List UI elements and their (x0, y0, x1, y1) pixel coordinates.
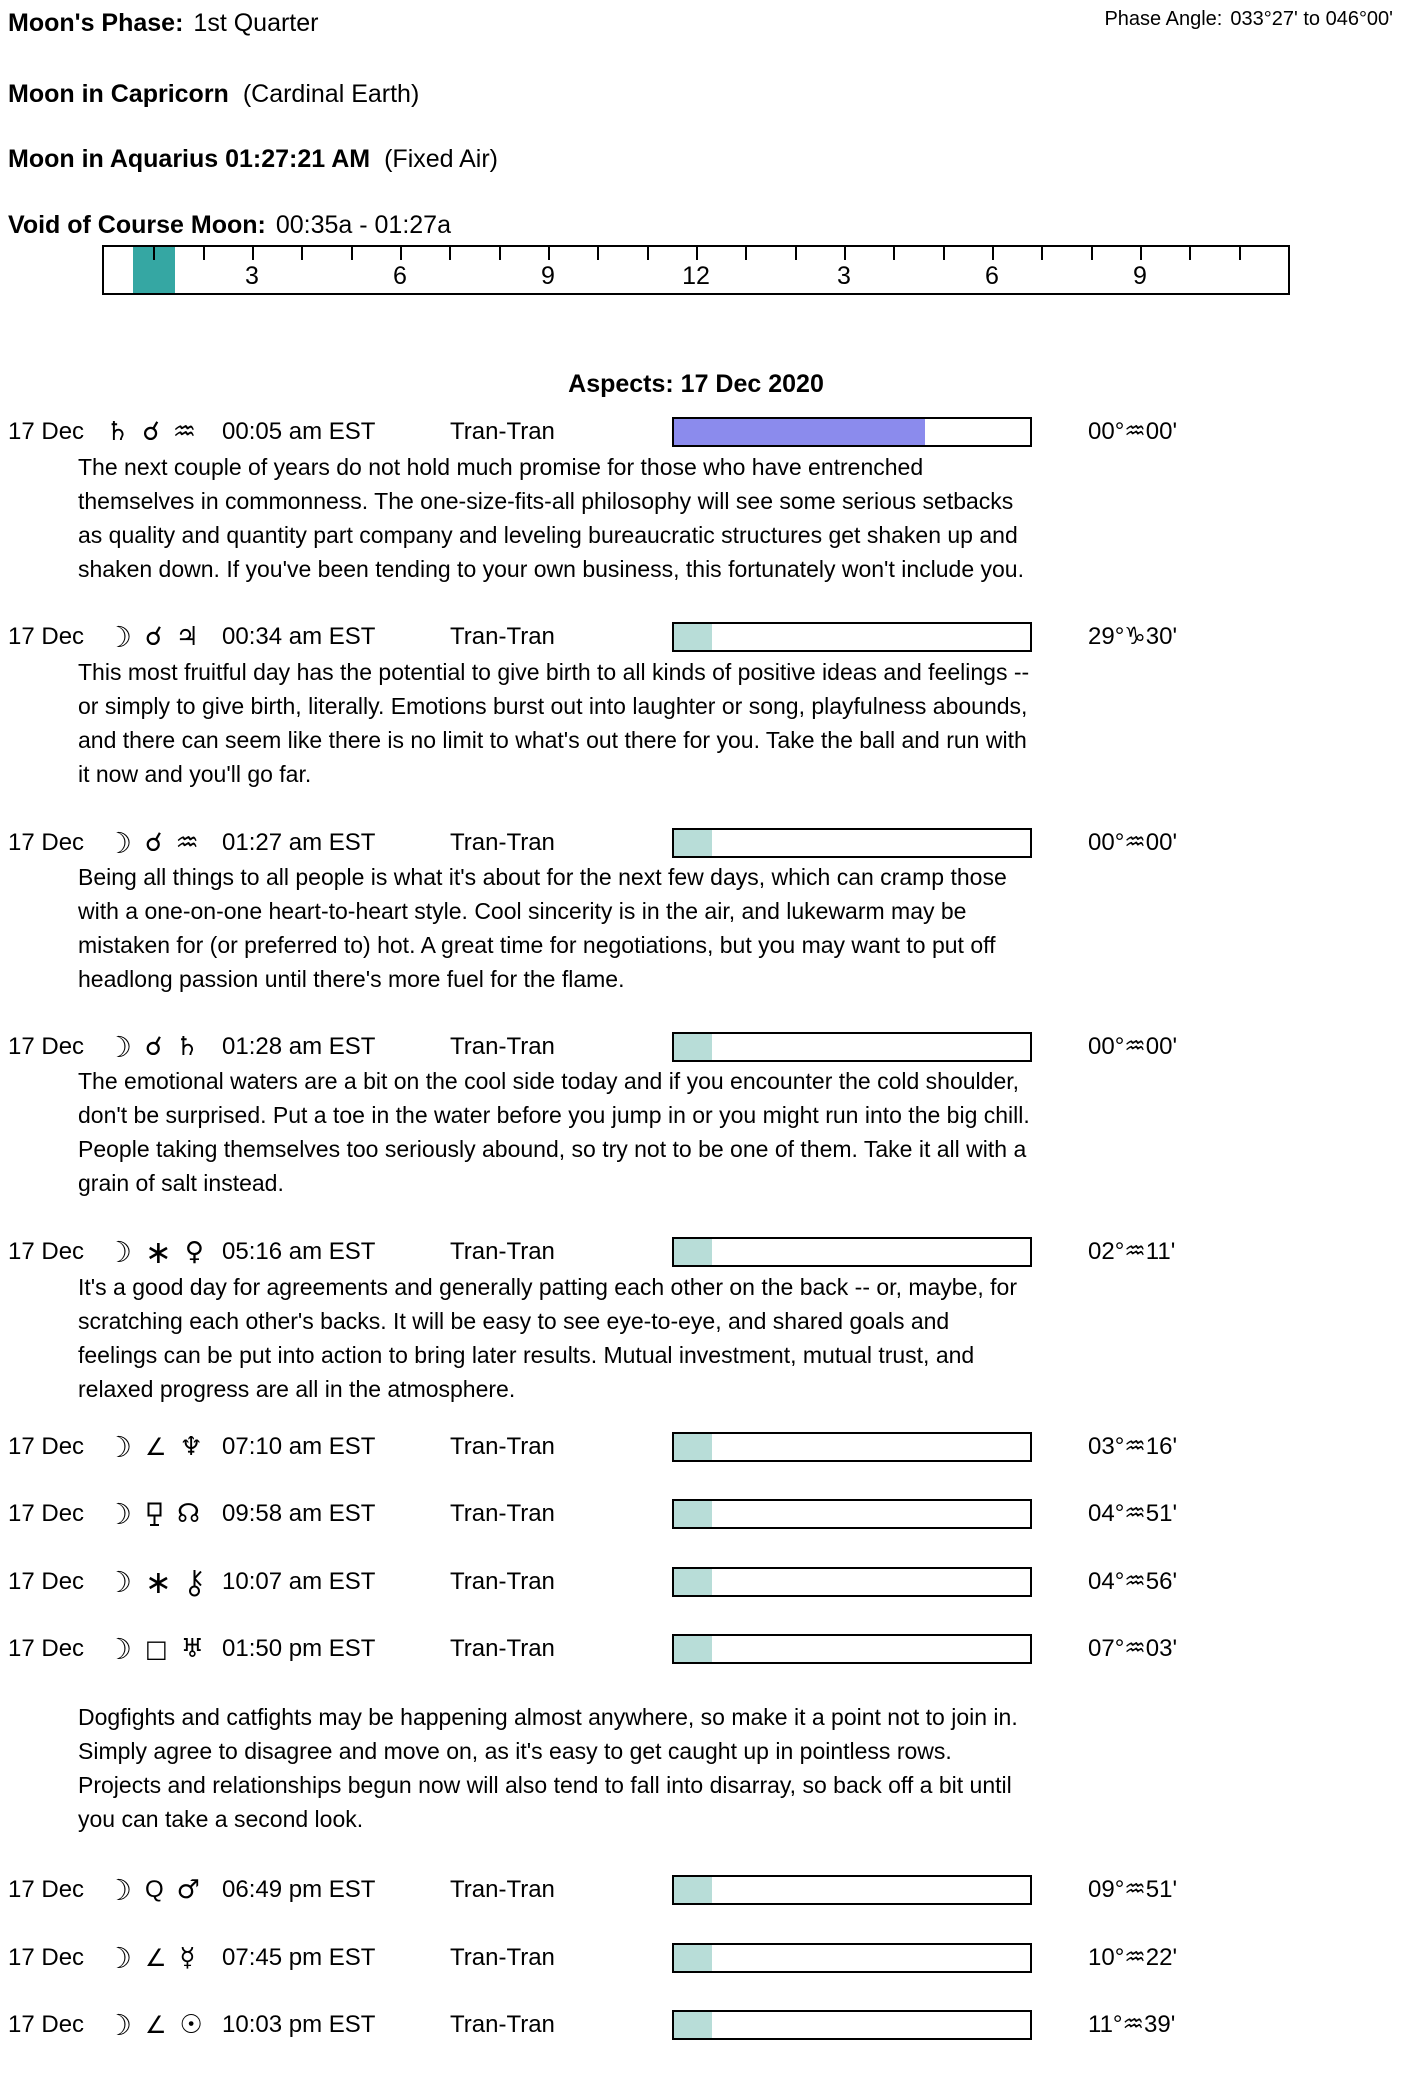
ruler-hour-tick (153, 247, 155, 260)
ruler-hour-tick (499, 247, 501, 260)
void-of-course-label: Void of Course Moon: (8, 211, 266, 239)
ruler-hour-tick (1140, 247, 1142, 260)
aspect-orb-fill (674, 1034, 712, 1060)
conjunction-icon: ☌ (145, 622, 163, 652)
moons-phase-value: 1st Quarter (193, 9, 319, 37)
aspect-type: Tran-Tran (450, 1033, 555, 1060)
aspect-row (0, 826, 1423, 860)
moon-icon: ☽ (106, 1497, 132, 1531)
aspect-type: Tran-Tran (450, 829, 555, 856)
aspect-row (0, 415, 1423, 449)
aspect-glyphs (106, 1632, 204, 1666)
conjunction-icon: ☌ (142, 417, 160, 447)
aspect-type: Tran-Tran (450, 1238, 555, 1265)
aspect-degree: 04°♒51' (1088, 1500, 1178, 1527)
aspect-time: 10:07 am EST (222, 1568, 376, 1595)
aspect-time: 09:58 am EST (222, 1500, 376, 1527)
ruler-label-6pm: 6 (985, 262, 999, 290)
neptune-icon: ♆ (179, 1432, 203, 1462)
moons-phase-label: Moon's Phase: (8, 9, 184, 37)
aspect-date: 17 Dec (8, 1433, 85, 1460)
aspect-time: 06:49 pm EST (222, 1876, 376, 1903)
aspect-degree: 29°♑30' (1088, 623, 1178, 650)
aspect-orb-fill (674, 830, 712, 856)
semisquare-icon: ∠ (145, 1944, 167, 1972)
aspect-type: Tran-Tran (450, 1876, 555, 1903)
aquarius-icon: ♒ (172, 417, 197, 447)
aspect-time: 10:03 pm EST (222, 2011, 376, 2038)
mercury-icon: ☿ (179, 1943, 196, 1973)
aspect-row (0, 1497, 1423, 1531)
aspect-date: 17 Dec (8, 1238, 85, 1265)
moon-icon: ☽ (106, 1235, 132, 1269)
aspect-date: 17 Dec (8, 2011, 85, 2038)
aspect-row (0, 620, 1423, 654)
sextile-icon: ∗ (145, 1563, 172, 1601)
moon-icon: ☽ (106, 826, 132, 860)
aspect-orb-bar (672, 1032, 1032, 1062)
aspect-time: 07:45 pm EST (222, 1944, 376, 1971)
aspect-row (0, 1430, 1423, 1464)
aspect-glyphs (106, 826, 199, 860)
ruler-hour-tick (893, 247, 895, 260)
aspect-type: Tran-Tran (450, 1944, 555, 1971)
aspect-time: 00:34 am EST (222, 623, 376, 650)
aspect-glyphs (106, 1873, 200, 1907)
aspect-glyphs (106, 1497, 200, 1531)
moon-sign-line-2 (8, 144, 498, 174)
aspect-glyphs (106, 620, 199, 654)
aspect-orb-fill (674, 1945, 712, 1971)
conjunction-icon: ☌ (145, 828, 163, 858)
aspect-orb-bar (672, 1499, 1032, 1529)
saturn-icon: ♄ (106, 417, 130, 447)
jupiter-icon: ♃ (175, 622, 199, 652)
aspect-orb-bar (672, 828, 1032, 858)
aspect-description: Being all things to all people is what it's about for the next few days, which can cramp those with a one-on-one heart-to-heart style. Cool sincerity is in the air, and lukewarm may be mistaken for (or preferred to) hot. A great time for negotiations, but you may want to put off headlong passion until there's more fuel for the flame. (78, 864, 1007, 992)
aspect-orb-bar (672, 1943, 1032, 1973)
sun-icon: ☉ (179, 2010, 203, 2040)
aspect-orb-bar (672, 1634, 1032, 1664)
aspect-orb-bar (672, 1432, 1032, 1462)
ruler-hour-tick (943, 247, 945, 260)
phase-angle-value: 033°27' to 046°00' (1230, 8, 1393, 30)
aspect-orb-bar (672, 2010, 1032, 2040)
aspect-row (0, 1941, 1423, 1975)
ruler-hour-tick (203, 247, 205, 260)
aspect-orb-fill (674, 419, 925, 445)
aspect-row (0, 1565, 1423, 1599)
aspect-degree: 09°♒51' (1088, 1876, 1178, 1903)
ruler-label-9pm: 9 (1133, 262, 1147, 290)
phase-angle-line (1104, 8, 1393, 31)
moon-sign-2-note: (Fixed Air) (384, 145, 498, 173)
north-node-icon: ☊ (177, 1499, 201, 1529)
aspect-description: Dogfights and catfights may be happening almost anywhere, so make it a point not to join in. Simply agree to disagree and move on, as it's easy to get caught up in pointless rows. Projects and relationships begun now will also tend to fall into disarray, so back off a bit until you can take a second look. (78, 1704, 1018, 1832)
aspect-time: 01:27 am EST (222, 829, 376, 856)
aspect-date: 17 Dec (8, 623, 85, 650)
aspect-row (0, 1030, 1423, 1064)
aquarius-icon: ♒ (175, 828, 199, 858)
ruler-label-3am: 3 (245, 262, 259, 290)
venus-icon: ♀ (184, 1237, 204, 1267)
aspect-date: 17 Dec (8, 1500, 85, 1527)
conjunction-icon: ☌ (145, 1032, 163, 1062)
ruler-hour-tick (1041, 247, 1043, 260)
aspect-orb-fill (674, 1501, 712, 1527)
moon-icon: ☽ (106, 1565, 132, 1599)
aspect-type: Tran-Tran (450, 1433, 555, 1460)
semisquare-icon: ∠ (145, 2011, 167, 2039)
aspect-orb-bar (672, 1875, 1032, 1905)
aspect-glyphs (106, 1565, 204, 1599)
ruler-hour-tick (252, 247, 254, 260)
aspect-degree: 04°♒56' (1088, 1568, 1178, 1595)
aspect-orb-fill (674, 1569, 712, 1595)
aspect-type: Tran-Tran (450, 2011, 555, 2038)
aspect-orb-fill (674, 624, 712, 650)
aspect-glyphs (106, 1030, 199, 1064)
uranus-icon: ♅ (180, 1634, 204, 1664)
aspect-row (0, 1632, 1423, 1666)
moon-icon: ☽ (106, 1941, 132, 1975)
ruler-hour-tick (1189, 247, 1191, 260)
ruler-hour-tick (351, 247, 353, 260)
moon-icon: ☽ (106, 1873, 132, 1907)
aspect-type: Tran-Tran (450, 1635, 555, 1662)
ruler-hour-tick (992, 247, 994, 260)
aspect-degree: 00°♒00' (1088, 418, 1178, 445)
ruler-label-6am: 6 (393, 262, 407, 290)
aspect-degree: 03°♒16' (1088, 1433, 1178, 1460)
aspect-degree: 07°♒03' (1088, 1635, 1178, 1662)
aspect-glyphs (106, 415, 196, 449)
ruler-hour-tick (745, 247, 747, 260)
ruler-label-3pm: 3 (837, 262, 851, 290)
sesquiquadrate-icon (145, 1501, 164, 1528)
aspect-date: 17 Dec (8, 1635, 85, 1662)
aspect-glyphs (106, 1430, 203, 1464)
aspect-orb-fill (674, 1434, 712, 1460)
ruler-hour-tick (795, 247, 797, 260)
aspect-orb-fill (674, 1239, 712, 1265)
aspect-glyphs (106, 1235, 204, 1269)
aspect-date: 17 Dec (8, 1944, 85, 1971)
aspects-title: Aspects: 17 Dec 2020 (568, 370, 824, 398)
moon-sign-1-note: (Cardinal Earth) (242, 80, 420, 108)
aspect-row (0, 1873, 1423, 1907)
aspect-date: 17 Dec (8, 418, 85, 445)
aspect-orb-fill (674, 2012, 712, 2038)
aspect-description: This most fruitful day has the potential to give birth to all kinds of positive ideas and feelings -- or simply to give birth, literally. Emotions burst out into laughter or song, playfulness abounds, and there can seem like there is no limit to what's out there for you. Take the ball and run with it now and you'll go far. (78, 659, 1030, 787)
square-icon: □ (145, 1635, 168, 1663)
semisquare-icon: ∠ (145, 1433, 167, 1461)
ruler-hour-tick (1239, 247, 1241, 260)
aspect-orb-bar (672, 622, 1032, 652)
aspect-orb-fill (674, 1636, 712, 1662)
ruler-hour-tick (844, 247, 846, 260)
moon-sign-1: Moon in Capricorn (8, 80, 229, 108)
aspect-orb-bar (672, 417, 1032, 447)
aspect-date: 17 Dec (8, 1033, 85, 1060)
quintile-icon: Q (145, 1876, 164, 1903)
void-of-course-line (8, 210, 451, 240)
saturn-icon: ♄ (175, 1032, 199, 1062)
aspect-date: 17 Dec (8, 1568, 85, 1595)
ruler-hour-tick (449, 247, 451, 260)
void-of-course-value: 00:35a - 01:27a (275, 211, 451, 239)
aspect-orb-bar (672, 1567, 1032, 1597)
aspect-degree: 00°♒00' (1088, 829, 1178, 856)
aspect-description: The emotional waters are a bit on the cool side today and if you encounter the cold shoulder, don't be surprised. Put a toe in the water before you jump in or you might run into the big chill. People taking themselves too seriously abound, so try not to be one of them. Take it all with a grain of salt instead. (78, 1068, 1030, 1196)
ruler-hour-tick (400, 247, 402, 260)
moon-icon: ☽ (106, 1030, 132, 1064)
aspect-type: Tran-Tran (450, 1500, 555, 1527)
aspect-row (0, 2008, 1423, 2042)
aspect-time: 05:16 am EST (222, 1238, 376, 1265)
ruler-label-9am: 9 (541, 262, 555, 290)
ruler-hour-tick (548, 247, 550, 260)
aspect-date: 17 Dec (8, 1876, 85, 1903)
aspect-glyphs (106, 2008, 203, 2042)
chiron-icon (185, 1568, 204, 1597)
aspect-orb-fill (674, 1877, 712, 1903)
aspect-time: 01:50 pm EST (222, 1635, 376, 1662)
aspect-degree: 10°♒22' (1088, 1944, 1178, 1971)
aspect-orb-bar (672, 1237, 1032, 1267)
aspect-type: Tran-Tran (450, 418, 555, 445)
ruler-hour-tick (597, 247, 599, 260)
sextile-icon: ∗ (145, 1233, 172, 1271)
aspect-type: Tran-Tran (450, 1568, 555, 1595)
ruler-label-12pm: 12 (682, 262, 710, 290)
aspect-description: The next couple of years do not hold much promise for those who have entrenched themselves in commonness. The one-size-fits-all philosophy will see some serious setbacks as quality and quantity part company and leveling bureaucratic structures get shaken up and shaken down. If you've been tending to your own business, this fortunately won't include you. (78, 454, 1024, 582)
ruler-hour-tick (647, 247, 649, 260)
aspect-time: 00:05 am EST (222, 418, 376, 445)
moon-sign-2: Moon in Aquarius 01:27:21 AM (8, 145, 371, 173)
moon-icon: ☽ (106, 2008, 132, 2042)
aspect-degree: 02°♒11' (1088, 1238, 1176, 1265)
phase-angle-label: Phase Angle: (1104, 8, 1223, 30)
aspect-degree: 11°♒39' (1088, 2011, 1176, 2038)
mars-icon: ♂ (176, 1875, 200, 1905)
ruler-hour-tick (696, 247, 698, 260)
moon-icon: ☽ (106, 1430, 132, 1464)
moons-phase-line (8, 8, 318, 38)
moon-sign-line-1 (8, 79, 419, 109)
aspect-description: It's a good day for agreements and generally patting each other on the back -- or, maybe, for scratching each other's backs. It will be easy to see eye-to-eye, and shared goals and feelings can be put into action to bring later results. Mutual investment, mutual trust, and relaxed progress are all in the atmosphere. (78, 1274, 1018, 1402)
moon-icon: ☽ (106, 620, 132, 654)
aspect-degree: 00°♒00' (1088, 1033, 1178, 1060)
aspect-date: 17 Dec (8, 829, 85, 856)
ruler-hour-tick (301, 247, 303, 260)
aspect-time: 07:10 am EST (222, 1433, 376, 1460)
aspect-glyphs (106, 1941, 195, 1975)
aspect-time: 01:28 am EST (222, 1033, 376, 1060)
moon-icon: ☽ (106, 1632, 132, 1666)
day-hours-ruler (102, 245, 1290, 295)
ruler-hour-tick (1091, 247, 1093, 260)
aspect-row (0, 1235, 1423, 1269)
aspect-type: Tran-Tran (450, 623, 555, 650)
